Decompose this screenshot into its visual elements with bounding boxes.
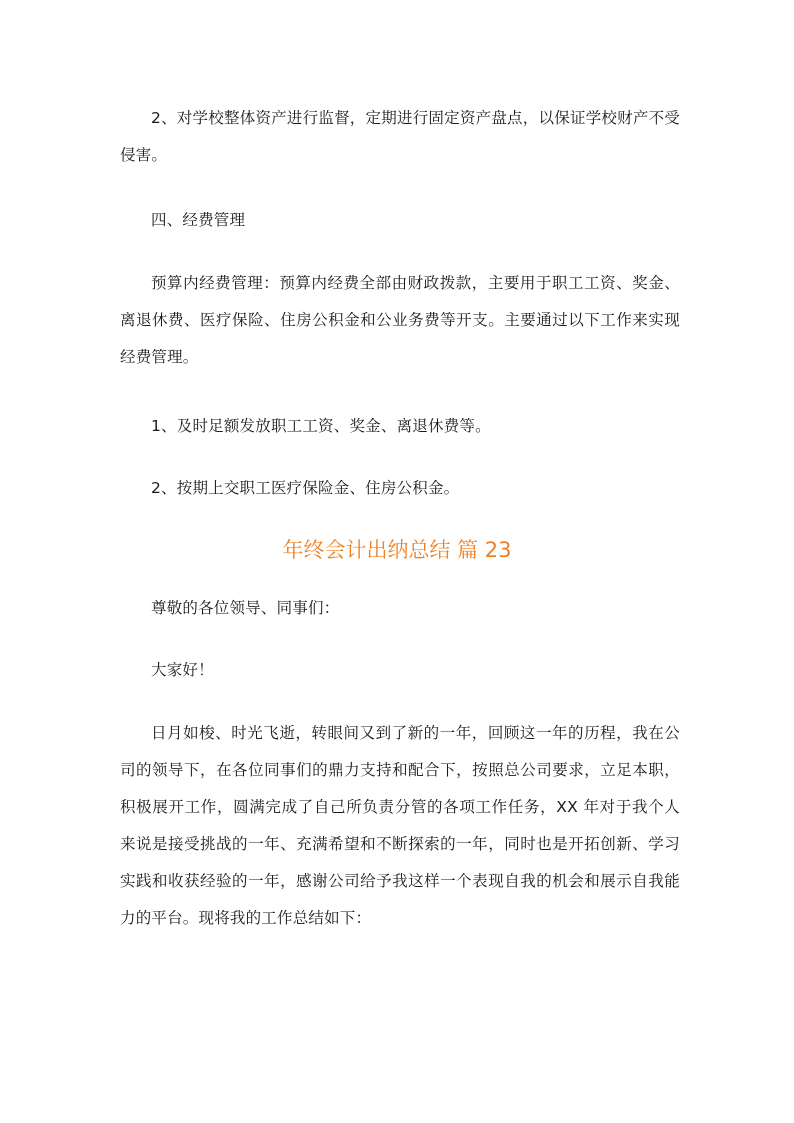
paragraph-pay-salaries: 1、及时足额发放职工工资、奖金、离退休费等。 [151, 417, 491, 435]
paragraph-budget-funds: 预算内经费管理：预算内经费全部由财政拨款，主要用于职工工资、奖金、离退休费、医疗保险、住房公积金和公业务费等开支。主要通过以下工作来实现经费管理。 [120, 274, 680, 366]
section-title: 年终会计出纳总结 篇 23 [282, 538, 512, 562]
paragraph-hello: 大家好！ [151, 661, 214, 679]
paragraph-year-review: 日月如梭、时光飞逝，转眼间又到了新的一年，回顾这一年的历程，我在公司的领导下，在各位同事们的鼎力支持和配合下，按照总公司要求，立足本职，积极展开工作，圆满完成了自己所负责分管的各项工作任务，XX 年对于我个人来说是接受挑战的一年、充满希望和不断探索的一年，同时也是开拓创新、学习实践和收获经验的一年，感谢公司给予我这样一个表现自我的机会和展示自我能力的平台。现将我的工作总结如下： [120, 724, 680, 927]
paragraph-asset-supervision: 2、对学校整体资产进行监督，定期进行固定资产盘点，以保证学校财产不受侵害。 [120, 109, 680, 164]
heading-funds-management: 四、经费管理 [151, 211, 246, 229]
paragraph-greeting-colleagues: 尊敬的各位领导、同事们： [151, 599, 340, 617]
paragraph-insurance-fund: 2、按期上交职工医疗保险金、住房公积金。 [151, 479, 460, 497]
